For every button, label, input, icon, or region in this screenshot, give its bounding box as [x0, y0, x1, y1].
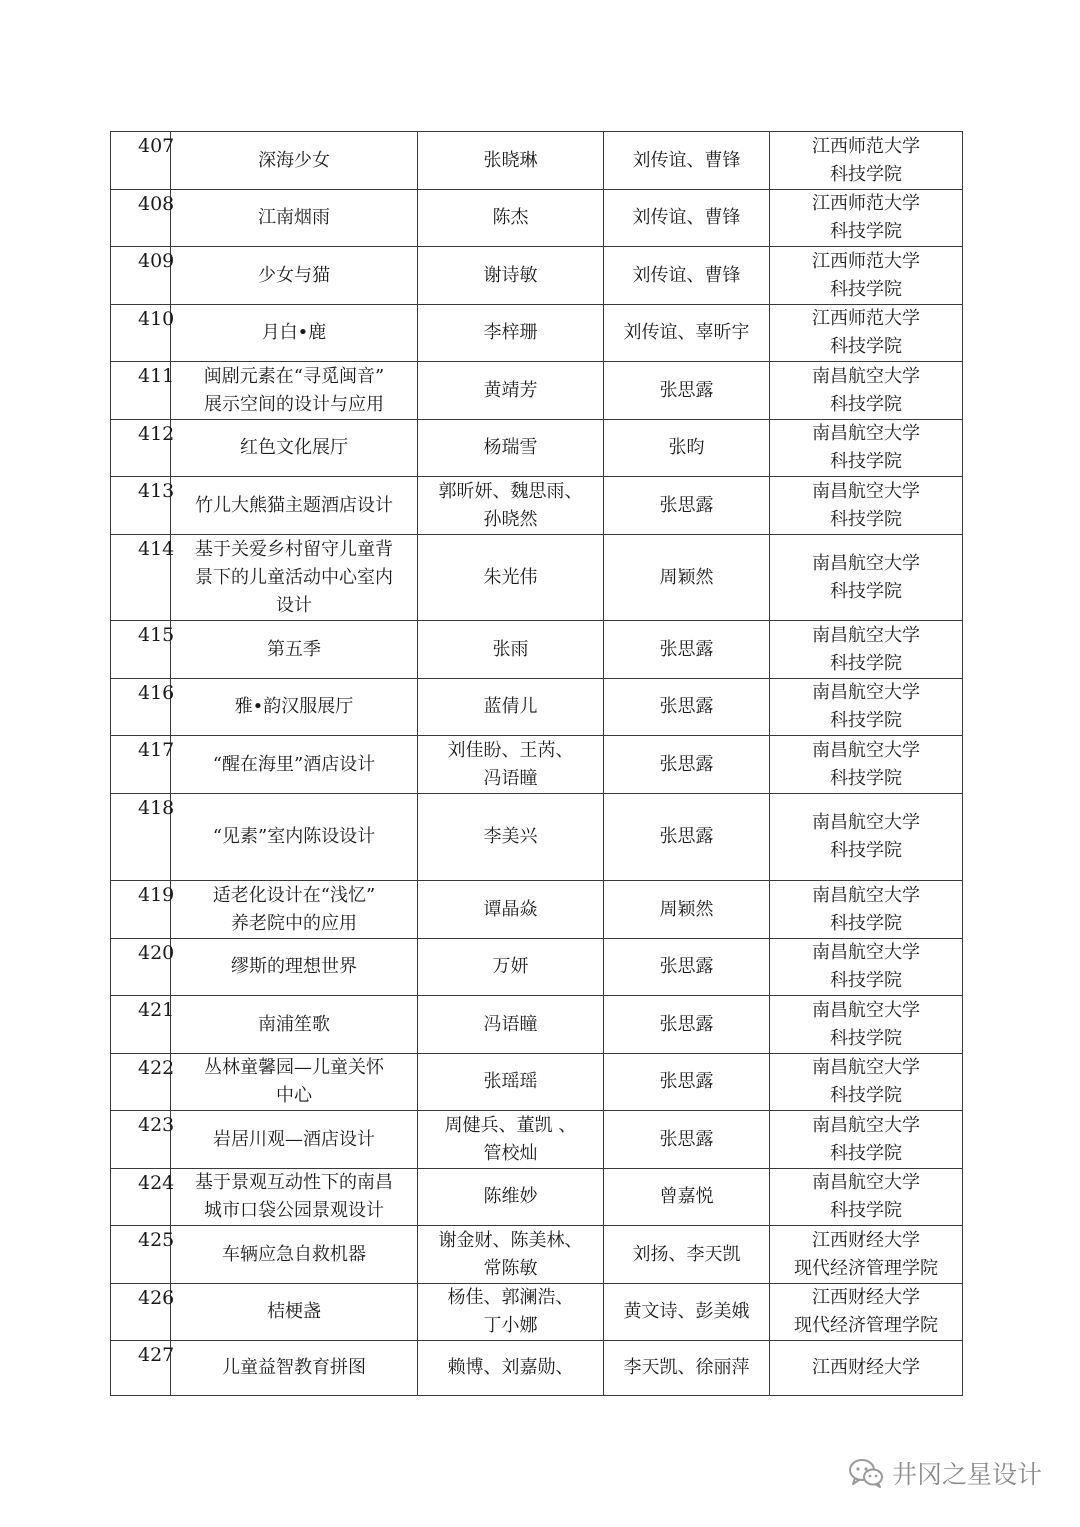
table-row: [111, 305, 963, 362]
table-row: [111, 420, 963, 477]
work-title: 闽剧元素在“寻觅闽音” 展示空间的设计与应用: [171, 362, 418, 420]
entry-number: 407: [111, 132, 171, 190]
table-row: [111, 736, 963, 794]
entry-number: 421: [111, 996, 171, 1054]
work-title: 竹儿大熊猫主题酒店设计: [171, 477, 418, 535]
advisor-names: 黄文诗、彭美娥: [604, 1284, 770, 1341]
advisor-names: 周颖然: [604, 535, 770, 621]
author-names: 周健兵、董凯 、 管校灿: [418, 1111, 604, 1169]
advisor-names: 曾嘉悦: [604, 1169, 770, 1226]
author-names: 陈杰: [418, 190, 604, 247]
author-names: 谭晶焱: [418, 881, 604, 939]
advisor-names: 刘传谊、曹锋: [604, 247, 770, 305]
author-names: 蓝倩儿: [418, 679, 604, 736]
advisor-names: 张思露: [604, 362, 770, 420]
school-name: 南昌航空大学 科技学院: [770, 621, 963, 679]
author-names: 李梓珊: [418, 305, 604, 362]
school-name: 南昌航空大学 科技学院: [770, 477, 963, 535]
entries-table: [110, 131, 963, 1396]
entry-number: 425: [111, 1226, 171, 1284]
entry-number: 422: [111, 1054, 171, 1111]
school-name: 南昌航空大学 科技学院: [770, 1169, 963, 1226]
entry-number: 423: [111, 1111, 171, 1169]
entry-number: 415: [111, 621, 171, 679]
author-names: 赖博、刘嘉勋、: [418, 1341, 604, 1396]
work-title: 南浦笙歌: [171, 996, 418, 1054]
advisor-names: 张思露: [604, 477, 770, 535]
school-name: 南昌航空大学 科技学院: [770, 1111, 963, 1169]
table-row: [111, 881, 963, 939]
watermark: [848, 1455, 1042, 1491]
work-title: 红色文化展厅: [171, 420, 418, 477]
author-names: 张晓琳: [418, 132, 604, 190]
advisor-names: 张思露: [604, 679, 770, 736]
author-names: 黄靖芳: [418, 362, 604, 420]
entry-number: 416: [111, 679, 171, 736]
school-name: 南昌航空大学 科技学院: [770, 996, 963, 1054]
school-name: 江西师范大学 科技学院: [770, 247, 963, 305]
school-name: 南昌航空大学 科技学院: [770, 679, 963, 736]
author-names: 杨佳、郭澜浩、 丁小娜: [418, 1284, 604, 1341]
author-names: 陈维妙: [418, 1169, 604, 1226]
school-name: 南昌航空大学 科技学院: [770, 362, 963, 420]
author-names: 张雨: [418, 621, 604, 679]
work-title: 基于景观互动性下的南昌 城市口袋公园景观设计: [171, 1169, 418, 1226]
author-names: 张瑶瑶: [418, 1054, 604, 1111]
author-names: 万妍: [418, 939, 604, 996]
table-row: [111, 1111, 963, 1169]
advisor-names: 李天凯、徐丽萍: [604, 1341, 770, 1396]
author-names: 杨瑞雪: [418, 420, 604, 477]
table-row: [111, 132, 963, 190]
table-row: [111, 621, 963, 679]
work-title: 雅•韵汉服展厅: [171, 679, 418, 736]
entry-number: 419: [111, 881, 171, 939]
entry-number: 417: [111, 736, 171, 794]
advisor-names: 张思露: [604, 1111, 770, 1169]
advisor-names: 周颖然: [604, 881, 770, 939]
work-title: 少女与猫: [171, 247, 418, 305]
work-title: 基于关爱乡村留守儿童背 景下的儿童活动中心室内 设计: [171, 535, 418, 621]
table-row: [111, 1284, 963, 1341]
advisor-names: 张昀: [604, 420, 770, 477]
advisor-names: 张思露: [604, 996, 770, 1054]
author-names: 刘佳盼、王芮、 冯语瞳: [418, 736, 604, 794]
work-title: 缪斯的理想世界: [171, 939, 418, 996]
entry-number: 411: [111, 362, 171, 420]
table-row: [111, 1226, 963, 1284]
entry-number: 420: [111, 939, 171, 996]
school-name: 南昌航空大学 科技学院: [770, 736, 963, 794]
author-names: 朱光伟: [418, 535, 604, 621]
table-row: [111, 190, 963, 247]
watermark-text: 井冈之星设计: [891, 1460, 1042, 1489]
school-name: 江西财经大学 现代经济管理学院: [770, 1284, 963, 1341]
advisor-names: 刘扬、李天凯: [604, 1226, 770, 1284]
work-title: 深海少女: [171, 132, 418, 190]
table-row: [111, 362, 963, 420]
table-row: [111, 679, 963, 736]
school-name: 江西师范大学 科技学院: [770, 305, 963, 362]
advisor-names: 张思露: [604, 794, 770, 881]
advisor-names: 张思露: [604, 621, 770, 679]
school-name: 南昌航空大学 科技学院: [770, 535, 963, 621]
advisor-names: 张思露: [604, 1054, 770, 1111]
work-title: “醒在海里”酒店设计: [171, 736, 418, 794]
work-title: 适老化设计在“浅忆” 养老院中的应用: [171, 881, 418, 939]
table-row: [111, 535, 963, 621]
entry-number: 426: [111, 1284, 171, 1341]
table-row: [111, 247, 963, 305]
entry-number: 424: [111, 1169, 171, 1226]
school-name: 南昌航空大学 科技学院: [770, 939, 963, 996]
work-title: 丛林童馨园—儿童关怀 中心: [171, 1054, 418, 1111]
school-name: 南昌航空大学 科技学院: [770, 881, 963, 939]
work-title: 车辆应急自救机器: [171, 1226, 418, 1284]
table-row: [111, 794, 963, 881]
entry-number: 427: [111, 1341, 171, 1396]
table-body: [111, 132, 963, 1396]
work-title: “见素”室内陈设设计: [171, 794, 418, 881]
work-title: 第五季: [171, 621, 418, 679]
school-name: 江西财经大学: [770, 1341, 963, 1396]
work-title: 桔梗盏: [171, 1284, 418, 1341]
work-title: 江南烟雨: [171, 190, 418, 247]
entry-number: 418: [111, 794, 171, 881]
entry-number: 413: [111, 477, 171, 535]
work-title: 月白•鹿: [171, 305, 418, 362]
table-row: [111, 996, 963, 1054]
entry-number: 414: [111, 535, 171, 621]
school-name: 南昌航空大学 科技学院: [770, 794, 963, 881]
author-names: 郭昕妍、魏思雨、 孙晓然: [418, 477, 604, 535]
work-title: 岩居川观—酒店设计: [171, 1111, 418, 1169]
author-names: 冯语瞳: [418, 996, 604, 1054]
entry-number: 409: [111, 247, 171, 305]
advisor-names: 张思露: [604, 939, 770, 996]
author-names: 谢金财、陈美林、 常陈敏: [418, 1226, 604, 1284]
school-name: 江西财经大学 现代经济管理学院: [770, 1226, 963, 1284]
advisor-names: 刘传谊、辜昕宇: [604, 305, 770, 362]
advisor-names: 刘传谊、曹锋: [604, 132, 770, 190]
advisor-names: 张思露: [604, 736, 770, 794]
school-name: 南昌航空大学 科技学院: [770, 420, 963, 477]
table-row: [111, 1054, 963, 1111]
entry-number: 412: [111, 420, 171, 477]
entry-number: 408: [111, 190, 171, 247]
work-title: 儿童益智教育拼图: [171, 1341, 418, 1396]
table-row: [111, 477, 963, 535]
table-row: [111, 1169, 963, 1226]
author-names: 谢诗敏: [418, 247, 604, 305]
author-names: 李美兴: [418, 794, 604, 881]
entry-number: 410: [111, 305, 171, 362]
school-name: 江西师范大学 科技学院: [770, 132, 963, 190]
wechat-icon: [848, 1458, 884, 1488]
school-name: 江西师范大学 科技学院: [770, 190, 963, 247]
table-row: [111, 1341, 963, 1396]
table-row: [111, 939, 963, 996]
advisor-names: 刘传谊、曹锋: [604, 190, 770, 247]
school-name: 南昌航空大学 科技学院: [770, 1054, 963, 1111]
